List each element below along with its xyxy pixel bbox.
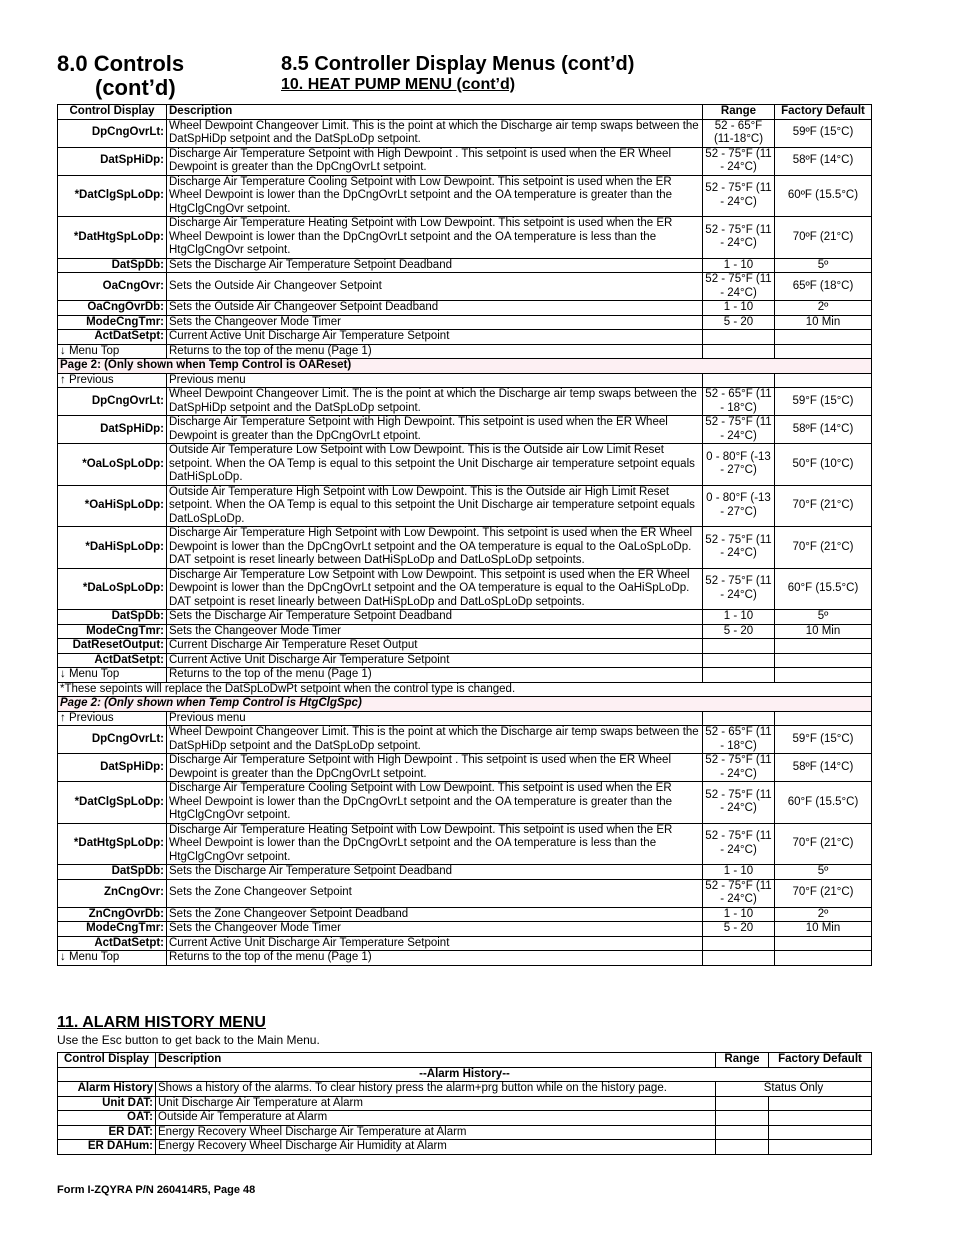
range-cell: 52 - 75°F (11 - 24°C) — [703, 782, 775, 824]
page-title: 8.5 Controller Display Menus (cont’d) — [281, 53, 635, 75]
description-cell: Returns to the top of the menu (Page 1) — [167, 668, 703, 683]
range-cell: 1 - 10 — [703, 907, 775, 922]
description-cell: Discharge Air Temperature Cooling Setpoint with Low Dewpoint. This setpoint is used when the ER Wheel Dewpoint is lower than the DpCngOvrLt setpoint and the OA temperature is greater than the HtgClgCngOvr setpoint. — [167, 175, 703, 217]
description-cell: Outside Air Temperature at Alarm — [156, 1111, 716, 1126]
control-display-cell: ZnCngOvrDb: — [58, 907, 167, 922]
control-display-cell: DatSpHiDp: — [58, 754, 167, 782]
table-row — [58, 726, 872, 754]
factory-default-cell: 58ºF (14°C) — [775, 754, 872, 782]
factory-default-cell: 60°F (15.5°C) — [775, 782, 872, 824]
table-row — [58, 668, 872, 683]
range-cell: 5 - 20 — [703, 315, 775, 330]
range-cell: 52 - 65°F (11 - 18°C) — [703, 388, 775, 416]
column-header: Control Display — [58, 1053, 156, 1068]
factory-default-cell — [775, 936, 872, 951]
description-cell: Shows a history of the alarms. To clear history press the alarm+prg button while on the history page. — [156, 1082, 716, 1097]
factory-default-cell: 2º — [775, 301, 872, 316]
range-cell: 52 - 75°F (11 - 24°C) — [703, 416, 775, 444]
description-cell: Outside Air Temperature Low Setpoint with Low Dewpoint. This is the Outside air Low Limit Reset setpoint. When the OA Temp is equal to this setpoint the Unit Discharge air temperature setpoint equals DatHiSpLoDp. — [167, 444, 703, 486]
control-display-cell: Alarm History — [58, 1082, 156, 1097]
table-row — [58, 416, 872, 444]
control-display-cell: *DaHiSpLoDp: — [58, 527, 167, 569]
control-display-cell: *DatHtgSpLoDp: — [58, 217, 167, 259]
table-row — [58, 1111, 872, 1126]
footnote-row — [58, 682, 872, 697]
factory-default-cell — [775, 344, 872, 359]
description-cell: Discharge Air Temperature Setpoint with High Dewpoint . This setpoint is used when the ER Wheel Dewpoint is greater than the DpCngOvrLt setpoint. — [167, 147, 703, 175]
range-cell: 52 - 65°F (11-18°C) — [703, 119, 775, 147]
table-row — [58, 568, 872, 610]
control-display-cell: OAT: — [58, 1111, 156, 1126]
range-cell — [703, 330, 775, 345]
section-heading-line2: (cont’d) — [95, 75, 176, 100]
control-display-cell: Unit DAT: — [58, 1096, 156, 1111]
range-cell: 1 - 10 — [703, 258, 775, 273]
table-row — [58, 823, 872, 865]
table-row — [58, 1125, 872, 1140]
factory-default-cell — [775, 653, 872, 668]
range-cell: 1 - 10 — [703, 301, 775, 316]
description-cell: Discharge Air Temperature Setpoint with High Dewpoint. This setpoint is used when the ER Wheel Dewpoint is greater than the DpCngOvrLt etpoint. — [167, 416, 703, 444]
control-display-cell: ER DAHum: — [58, 1140, 156, 1155]
factory-default-cell: 10 Min — [775, 922, 872, 937]
column-header: Factory Default — [769, 1053, 872, 1068]
factory-default-cell: 5º — [775, 610, 872, 625]
description-cell: Wheel Dewpoint Changeover Limit. This is the point at which the Discharge air temp swaps between the DatSpHiDp setpoint and the DatSpLoDp setpoint. — [167, 119, 703, 147]
range-cell: 5 - 20 — [703, 624, 775, 639]
table-row — [58, 754, 872, 782]
range-cell — [703, 668, 775, 683]
factory-default-cell: 70°F (21°C) — [775, 485, 872, 527]
description-cell: Current Active Unit Discharge Air Temperature Setpoint — [167, 936, 703, 951]
control-display-cell: ER DAT: — [58, 1125, 156, 1140]
range-cell: 1 - 10 — [703, 865, 775, 880]
control-display-cell: *OaHiSpLoDp: — [58, 485, 167, 527]
table-row — [58, 527, 872, 569]
description-cell: Sets the Outside Air Changeover Setpoint — [167, 273, 703, 301]
table-row — [58, 1082, 872, 1097]
table-row — [58, 639, 872, 654]
column-header: Control Display — [58, 105, 167, 120]
section-heading — [57, 52, 257, 100]
footnote: *These sepoints will replace the DatSpLoDwPt setpoint when the control type is changed. — [58, 682, 872, 697]
page-section-label: Page 2: (Only shown when Temp Control is OAReset) — [58, 359, 872, 374]
description-cell: Sets the Changeover Mode Timer — [167, 315, 703, 330]
control-display-cell: DatSpDb: — [58, 258, 167, 273]
factory-default-cell: 10 Min — [775, 624, 872, 639]
control-display-cell: DatResetOutput: — [58, 639, 167, 654]
column-header: Description — [167, 105, 703, 120]
control-display-cell: ↑ Previous — [58, 373, 167, 388]
description-cell: Sets the Changeover Mode Timer — [167, 922, 703, 937]
control-display-cell: *DaLoSpLoDp: — [58, 568, 167, 610]
range-cell: 52 - 65°F (11 - 18°C) — [703, 726, 775, 754]
table-row — [58, 301, 872, 316]
factory-default-cell: 58ºF (14°C) — [775, 147, 872, 175]
range-cell: 52 - 75°F (11 - 24°C) — [703, 823, 775, 865]
range-cell: 52 - 75°F (11 - 24°C) — [703, 527, 775, 569]
description-cell: Previous menu — [167, 711, 703, 726]
control-display-cell: ↓ Menu Top — [58, 668, 167, 683]
factory-default-cell: 60ºF (15.5°C) — [775, 175, 872, 217]
control-display-cell: DatSpDb: — [58, 610, 167, 625]
control-display-cell: DpCngOvrLt: — [58, 388, 167, 416]
description-cell: Discharge Air Temperature Setpoint with High Dewpoint . This setpoint is used when the ER Wheel Dewpoint is greater than the DpCngOvrLt setpoint. — [167, 754, 703, 782]
control-display-cell: OaCngOvr: — [58, 273, 167, 301]
column-header: Range — [716, 1053, 769, 1068]
control-display-cell: ActDatSetpt: — [58, 653, 167, 668]
table-row — [58, 344, 872, 359]
factory-default-cell — [769, 1111, 872, 1126]
table-row — [58, 315, 872, 330]
table-row — [58, 444, 872, 486]
description-cell: Discharge Air Temperature Heating Setpoint with Low Dewpoint. This setpoint is used when the ER Wheel Dewpoint is lower than the DpCngOvrLt setpoint and the OA temperature is less than the HtgClgCngOvr setpoint. — [167, 823, 703, 865]
factory-default-cell: 70°F (21°C) — [775, 879, 872, 907]
column-header: Description — [156, 1053, 716, 1068]
range-cell — [703, 711, 775, 726]
table-header-row — [58, 105, 872, 120]
table-row — [58, 388, 872, 416]
range-cell — [703, 936, 775, 951]
description-cell: Sets the Discharge Air Temperature Setpoint Deadband — [167, 610, 703, 625]
heat-pump-menu-table — [57, 104, 872, 966]
control-display-cell: ModeCngTmr: — [58, 315, 167, 330]
range-cell — [703, 373, 775, 388]
alarm-history-subtitle: Use the Esc button to get back to the Main Menu. — [57, 1033, 320, 1047]
factory-default-cell — [775, 711, 872, 726]
table-row — [58, 922, 872, 937]
range-cell: 52 - 75°F (11 - 24°C) — [703, 879, 775, 907]
range-cell: 52 - 75°F (11 - 24°C) — [703, 568, 775, 610]
table-row — [58, 330, 872, 345]
factory-default-cell: 50°F (10°C) — [775, 444, 872, 486]
description-cell: Returns to the top of the menu (Page 1) — [167, 951, 703, 966]
range-cell — [703, 344, 775, 359]
table-row — [58, 907, 872, 922]
range-cell — [716, 1140, 769, 1155]
table-row — [58, 711, 872, 726]
alarm-history-title: 11. ALARM HISTORY MENU — [57, 1014, 266, 1031]
control-display-cell: ActDatSetpt: — [58, 936, 167, 951]
page-section-row — [58, 359, 872, 374]
table-header-row — [58, 1053, 872, 1068]
range-cell — [703, 653, 775, 668]
description-cell: Discharge Air Temperature Low Setpoint with Low Dewpoint. This setpoint is used when the ER Wheel Dewpoint is lower than the DpCngOvrLt setpoint and the OA temperature is equal to the OaHiSpLoDp. DAT setpoint is reset linearly between DatHiSpLoDp and DatLoSpLoDp setpoints. — [167, 568, 703, 610]
control-display-cell: DatSpHiDp: — [58, 147, 167, 175]
table-row — [58, 624, 872, 639]
description-cell: Sets the Discharge Air Temperature Setpoint Deadband — [167, 865, 703, 880]
section-heading-line1: 8.0 Controls — [57, 51, 185, 76]
factory-default-cell: 70°F (21°C) — [775, 527, 872, 569]
control-display-cell: ModeCngTmr: — [58, 624, 167, 639]
factory-default-cell — [775, 668, 872, 683]
factory-default-cell: 59°F (15°C) — [775, 388, 872, 416]
table-row — [58, 373, 872, 388]
factory-default-cell — [769, 1125, 872, 1140]
control-display-cell: *OaLoSpLoDp: — [58, 444, 167, 486]
table-row — [58, 951, 872, 966]
description-cell: Wheel Dewpoint Changeover Limit. The is the point at which the Discharge air temp swaps between the DatSpHiDp setpoint and the DatSpLoDp setpoint. — [167, 388, 703, 416]
control-display-cell: ActDatSetpt: — [58, 330, 167, 345]
alarm-history-subheader: --Alarm History-- — [58, 1067, 872, 1082]
range-cell: 52 - 75°F (11 - 24°C) — [703, 273, 775, 301]
description-cell: Energy Recovery Wheel Discharge Air Humidity at Alarm — [156, 1140, 716, 1155]
control-display-cell: DpCngOvrLt: — [58, 119, 167, 147]
control-display-cell: *DatClgSpLoDp: — [58, 782, 167, 824]
factory-default-cell: 58ºF (14°C) — [775, 416, 872, 444]
description-cell: Sets the Outside Air Changeover Setpoint Deadband — [167, 301, 703, 316]
column-header: Range — [703, 105, 775, 120]
control-display-cell: DpCngOvrLt: — [58, 726, 167, 754]
description-cell: Energy Recovery Wheel Discharge Air Temperature at Alarm — [156, 1125, 716, 1140]
table-row — [58, 653, 872, 668]
control-display-cell: OaCngOvrDb: — [58, 301, 167, 316]
control-display-cell: *DatHtgSpLoDp: — [58, 823, 167, 865]
table-row — [58, 865, 872, 880]
control-display-cell: ZnCngOvr: — [58, 879, 167, 907]
factory-default-cell: 59°F (15°C) — [775, 726, 872, 754]
factory-default-cell — [769, 1140, 872, 1155]
range-cell — [703, 951, 775, 966]
range-cell — [716, 1125, 769, 1140]
description-cell: Sets the Zone Changeover Setpoint Deadband — [167, 907, 703, 922]
description-cell: Sets the Changeover Mode Timer — [167, 624, 703, 639]
table-row — [58, 217, 872, 259]
description-cell: Discharge Air Temperature Heating Setpoint with Low Dewpoint. This setpoint is used when the ER Wheel Dewpoint is lower than the DpCngOvrLt setpoint and the OA temperature is less than the HtgClgCngOvr setpoint. — [167, 217, 703, 259]
column-header: Factory Default — [775, 105, 872, 120]
range-cell: 1 - 10 — [703, 610, 775, 625]
range-cell: 0 - 80°F (-13 - 27°C) — [703, 485, 775, 527]
control-display-cell: ↓ Menu Top — [58, 951, 167, 966]
factory-default-cell — [775, 373, 872, 388]
menu-subtitle: 10. HEAT PUMP MENU (cont’d) — [281, 76, 516, 93]
table-row — [58, 175, 872, 217]
page-section-label: Page 2: (Only shown when Temp Control is HtgClgSpc) — [58, 697, 872, 712]
factory-default-cell: 5º — [775, 258, 872, 273]
status-cell: Status Only — [716, 1082, 872, 1097]
description-cell: Current Active Unit Discharge Air Temperature Setpoint — [167, 653, 703, 668]
factory-default-cell: 10 Min — [775, 315, 872, 330]
factory-default-cell — [775, 951, 872, 966]
factory-default-cell: 65ºF (18°C) — [775, 273, 872, 301]
factory-default-cell: 70°F (21°C) — [775, 823, 872, 865]
description-cell: Sets the Discharge Air Temperature Setpoint Deadband — [167, 258, 703, 273]
factory-default-cell: 70ºF (21°C) — [775, 217, 872, 259]
description-cell: Current Discharge Air Temperature Reset Output — [167, 639, 703, 654]
factory-default-cell — [775, 639, 872, 654]
alarm-history-table — [57, 1052, 872, 1155]
table-row — [58, 147, 872, 175]
table-subheader-row — [58, 1067, 872, 1082]
description-cell: Unit Discharge Air Temperature at Alarm — [156, 1096, 716, 1111]
factory-default-cell — [775, 330, 872, 345]
range-cell: 0 - 80°F (-13 - 27°C) — [703, 444, 775, 486]
range-cell: 52 - 75°F (11 - 24°C) — [703, 754, 775, 782]
range-cell: 52 - 75°F (11 - 24°C) — [703, 147, 775, 175]
description-cell: Wheel Dewpoint Changeover Limit. This is the point at which the Discharge air temp swaps between the DatSpHiDp setpoint and the DatSpLoDp setpoint. — [167, 726, 703, 754]
description-cell: Previous menu — [167, 373, 703, 388]
table-row — [58, 782, 872, 824]
description-cell: Outside Air Temperature High Setpoint with Low Dewpoint. This is the Outside air High Limit Reset setpoint. When the OA Temp is equal to this setpoint the Unit Discharge air temperature setpoint equals DatLoSpLoDp. — [167, 485, 703, 527]
factory-default-cell: 5º — [775, 865, 872, 880]
range-cell: 5 - 20 — [703, 922, 775, 937]
table-row — [58, 610, 872, 625]
table-row — [58, 879, 872, 907]
table-row — [58, 119, 872, 147]
table-row — [58, 273, 872, 301]
control-display-cell: DatSpHiDp: — [58, 416, 167, 444]
description-cell: Discharge Air Temperature High Setpoint with Low Dewpoint. This setpoint is used when the ER Wheel Dewpoint is lower than the DpCngOvrLt setpoint and the OA temperature is equal to the OaLoSpLoDp. DAT setpoint is reset linearly between DatHiSpLoDp and DatLoSpLoDp setpoints. — [167, 527, 703, 569]
table-row — [58, 1096, 872, 1111]
description-cell: Current Active Unit Discharge Air Temperature Setpoint — [167, 330, 703, 345]
range-cell — [703, 639, 775, 654]
control-display-cell: ↑ Previous — [58, 711, 167, 726]
range-cell: 52 - 75°F (11 - 24°C) — [703, 217, 775, 259]
control-display-cell: DatSpDb: — [58, 865, 167, 880]
description-cell: Sets the Zone Changeover Setpoint — [167, 879, 703, 907]
page-title-block — [281, 52, 634, 94]
range-cell — [716, 1096, 769, 1111]
page-footer: Form I-ZQYRA P/N 260414R5, Page 48 — [57, 1184, 256, 1196]
table-row — [58, 1140, 872, 1155]
control-display-cell: ModeCngTmr: — [58, 922, 167, 937]
table-row — [58, 258, 872, 273]
range-cell — [716, 1111, 769, 1126]
description-cell: Returns to the top of the menu (Page 1) — [167, 344, 703, 359]
description-cell: Discharge Air Temperature Cooling Setpoint with Low Dewpoint. This setpoint is used when the ER Wheel Dewpoint is lower than the DpCngOvrLt setpoint and the OA temperature is greater than the HtgClgCngOvr setpoint. — [167, 782, 703, 824]
range-cell: 52 - 75°F (11 - 24°C) — [703, 175, 775, 217]
table-row — [58, 936, 872, 951]
factory-default-cell: 2º — [775, 907, 872, 922]
control-display-cell: ↓ Menu Top — [58, 344, 167, 359]
control-display-cell: *DatClgSpLoDp: — [58, 175, 167, 217]
factory-default-cell — [769, 1096, 872, 1111]
page-section-row — [58, 697, 872, 712]
factory-default-cell: 59ºF (15°C) — [775, 119, 872, 147]
table-row — [58, 485, 872, 527]
factory-default-cell: 60°F (15.5°C) — [775, 568, 872, 610]
